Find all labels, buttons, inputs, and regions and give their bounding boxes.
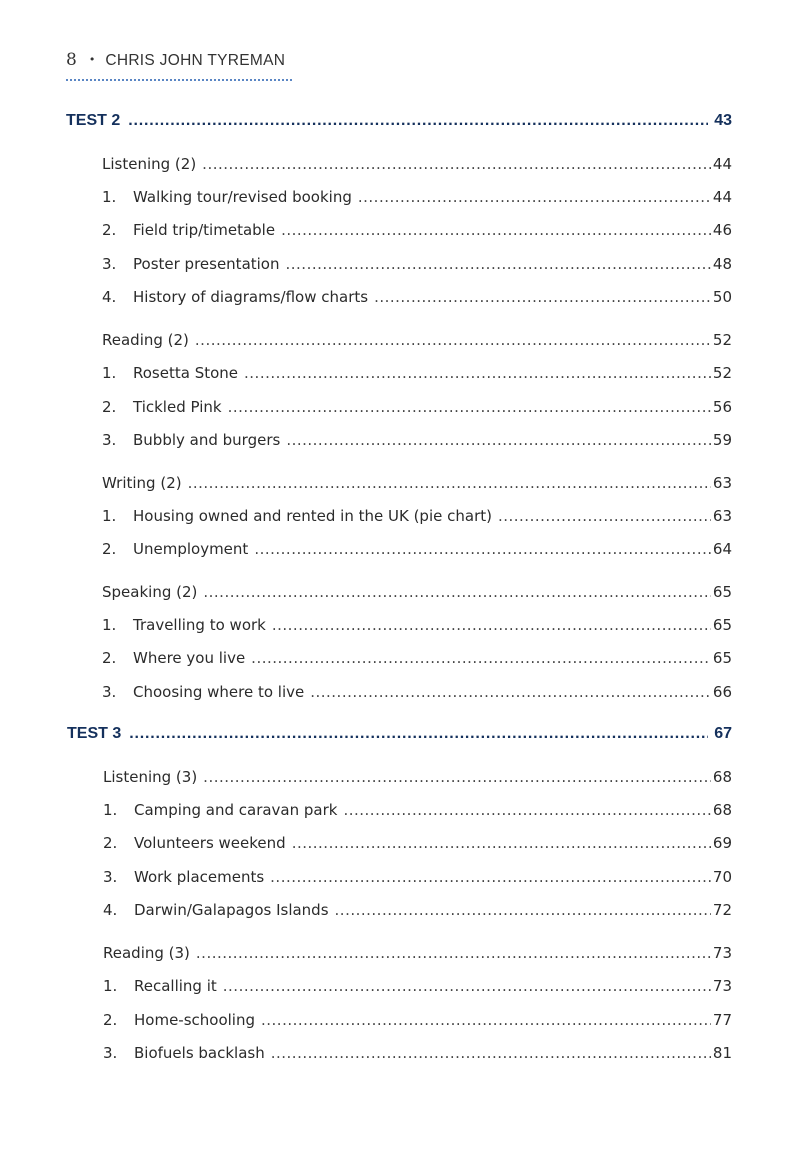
- author-name: CHRIS JOHN TYREMAN: [105, 52, 286, 69]
- toc-item: [102, 682, 732, 702]
- page-number: 8: [66, 50, 77, 70]
- toc-label: Darwin/Galapagos Islands: [134, 901, 329, 919]
- dot-leader: [281, 220, 711, 240]
- toc-page: 50: [712, 288, 732, 306]
- toc-page: 43: [714, 112, 732, 129]
- toc-item: [102, 363, 732, 383]
- toc-page: 52: [712, 331, 732, 349]
- toc-label: Bubbly and burgers: [133, 431, 281, 449]
- toc-page: 66: [712, 683, 732, 701]
- toc-page: 65: [712, 616, 732, 634]
- toc-item-number: 3.: [103, 868, 118, 886]
- toc-item: [103, 867, 732, 887]
- dot-leader: [343, 800, 710, 820]
- toc-section: [103, 943, 732, 963]
- toc-label: Biofuels backlash: [134, 1044, 265, 1062]
- toc-item-number: 1.: [103, 801, 118, 819]
- toc-label: History of diagrams/flow charts: [133, 288, 369, 306]
- dot-leader: [254, 539, 711, 559]
- dot-leader: [270, 867, 711, 887]
- toc-page: 48: [712, 255, 732, 273]
- toc-label: TEST 2: [66, 112, 121, 129]
- toc-label: Work placements: [134, 868, 265, 886]
- toc-label: Travelling to work: [133, 616, 266, 634]
- toc-section: [103, 767, 732, 787]
- dot-leader: [261, 1010, 711, 1030]
- toc-item: [102, 615, 732, 635]
- toc-item: [102, 287, 732, 307]
- toc-label: Listening (3): [103, 768, 198, 786]
- toc-label: Poster presentation: [133, 255, 280, 273]
- dot-leader: [195, 330, 711, 350]
- toc-item: [103, 1043, 732, 1063]
- toc-page: 70: [712, 868, 732, 886]
- toc-page: 44: [712, 155, 732, 173]
- running-header: [66, 50, 292, 81]
- toc-label: Walking tour/revised booking: [133, 188, 352, 206]
- header-line: [66, 50, 292, 70]
- toc-label: Choosing where to live: [133, 683, 305, 701]
- toc-page: 56: [712, 398, 732, 416]
- toc-page: 77: [712, 1011, 732, 1029]
- dot-leader: [292, 833, 711, 853]
- toc-page: 68: [712, 801, 732, 819]
- header-dotted-rule: [66, 79, 292, 81]
- dot-leader: [272, 615, 711, 635]
- toc-section: [102, 473, 732, 493]
- dot-leader: [129, 724, 708, 744]
- toc-label: Field trip/timetable: [133, 221, 276, 239]
- dot-leader: [358, 187, 711, 207]
- toc-page: 68: [712, 768, 732, 786]
- toc-item: [103, 1010, 732, 1030]
- dot-leader: [244, 363, 711, 383]
- toc-label: Unemployment: [133, 540, 249, 558]
- dot-leader: [203, 582, 711, 602]
- toc-item-number: 2.: [102, 540, 117, 558]
- dot-leader: [203, 767, 711, 787]
- toc-page: 81: [712, 1044, 732, 1062]
- header-separator: •: [88, 53, 96, 66]
- toc-item-number: 4.: [102, 288, 117, 306]
- toc-item-number: 3.: [102, 431, 117, 449]
- dot-leader: [286, 254, 711, 274]
- dot-leader: [251, 648, 711, 668]
- toc-item: [102, 187, 732, 207]
- toc-page: 73: [712, 944, 732, 962]
- toc-item-number: 2.: [103, 1011, 118, 1029]
- toc-label: Reading (2): [102, 331, 189, 349]
- toc-item: [103, 900, 732, 920]
- toc-item-number: 1.: [102, 188, 117, 206]
- toc-label: Reading (3): [103, 944, 190, 962]
- toc-item: [102, 220, 732, 240]
- toc-label: Tickled Pink: [133, 398, 222, 416]
- dot-leader: [223, 976, 711, 996]
- toc-label: Speaking (2): [102, 583, 198, 601]
- toc-label: Listening (2): [102, 155, 197, 173]
- toc-item-number: 2.: [103, 834, 118, 852]
- toc-test-heading: [66, 111, 732, 131]
- dot-leader: [228, 397, 711, 417]
- toc-label: Camping and caravan park: [134, 801, 338, 819]
- dot-leader: [202, 154, 711, 174]
- toc-page: 63: [712, 507, 732, 525]
- toc-label: Home-schooling: [134, 1011, 255, 1029]
- toc-test-heading: [67, 724, 732, 744]
- toc-page: 59: [712, 431, 732, 449]
- toc-item-number: 1.: [103, 977, 118, 995]
- toc-item: [102, 397, 732, 417]
- toc-page: 63: [712, 474, 732, 492]
- toc-item-number: 3.: [102, 683, 117, 701]
- toc-item: [102, 430, 732, 450]
- toc-page: 64: [712, 540, 732, 558]
- toc-label: Housing owned and rented in the UK (pie chart): [133, 507, 492, 525]
- dot-leader: [188, 473, 711, 493]
- toc-item-number: 1.: [102, 507, 117, 525]
- toc-item: [103, 976, 732, 996]
- toc-page: 72: [712, 901, 732, 919]
- toc-item-number: 2.: [102, 398, 117, 416]
- toc-page: 73: [712, 977, 732, 995]
- dot-leader: [335, 900, 711, 920]
- dot-leader: [196, 943, 711, 963]
- toc-page: 65: [712, 583, 732, 601]
- toc-item-number: 4.: [103, 901, 118, 919]
- toc-section: [102, 582, 732, 602]
- dot-leader: [310, 682, 711, 702]
- toc-item-number: 3.: [103, 1044, 118, 1062]
- toc-page: 67: [714, 725, 732, 742]
- dot-leader: [374, 287, 711, 307]
- dot-leader: [128, 111, 708, 131]
- toc-item-number: 2.: [102, 649, 117, 667]
- dot-leader: [498, 506, 711, 526]
- toc-page: 69: [712, 834, 732, 852]
- toc-item: [103, 833, 732, 853]
- toc-page: 44: [712, 188, 732, 206]
- toc-label: Writing (2): [102, 474, 182, 492]
- toc-item: [103, 800, 732, 820]
- dot-leader: [286, 430, 711, 450]
- toc-label: Where you live: [133, 649, 246, 667]
- toc-page: 65: [712, 649, 732, 667]
- toc-label: TEST 3: [67, 725, 122, 742]
- toc-label: Rosetta Stone: [133, 364, 239, 382]
- dot-leader: [271, 1043, 711, 1063]
- toc-section: [102, 330, 732, 350]
- toc-item-number: 2.: [102, 221, 117, 239]
- toc-item-number: 1.: [102, 364, 117, 382]
- toc-item-number: 1.: [102, 616, 117, 634]
- toc-item: [102, 539, 732, 559]
- toc-section: [102, 154, 732, 174]
- toc-label: Volunteers weekend: [134, 834, 286, 852]
- toc-page: 52: [712, 364, 732, 382]
- toc-item: [102, 254, 732, 274]
- toc-item: [102, 506, 732, 526]
- toc-label: Recalling it: [134, 977, 217, 995]
- toc-page: 46: [712, 221, 732, 239]
- toc-item: [102, 648, 732, 668]
- toc-item-number: 3.: [102, 255, 117, 273]
